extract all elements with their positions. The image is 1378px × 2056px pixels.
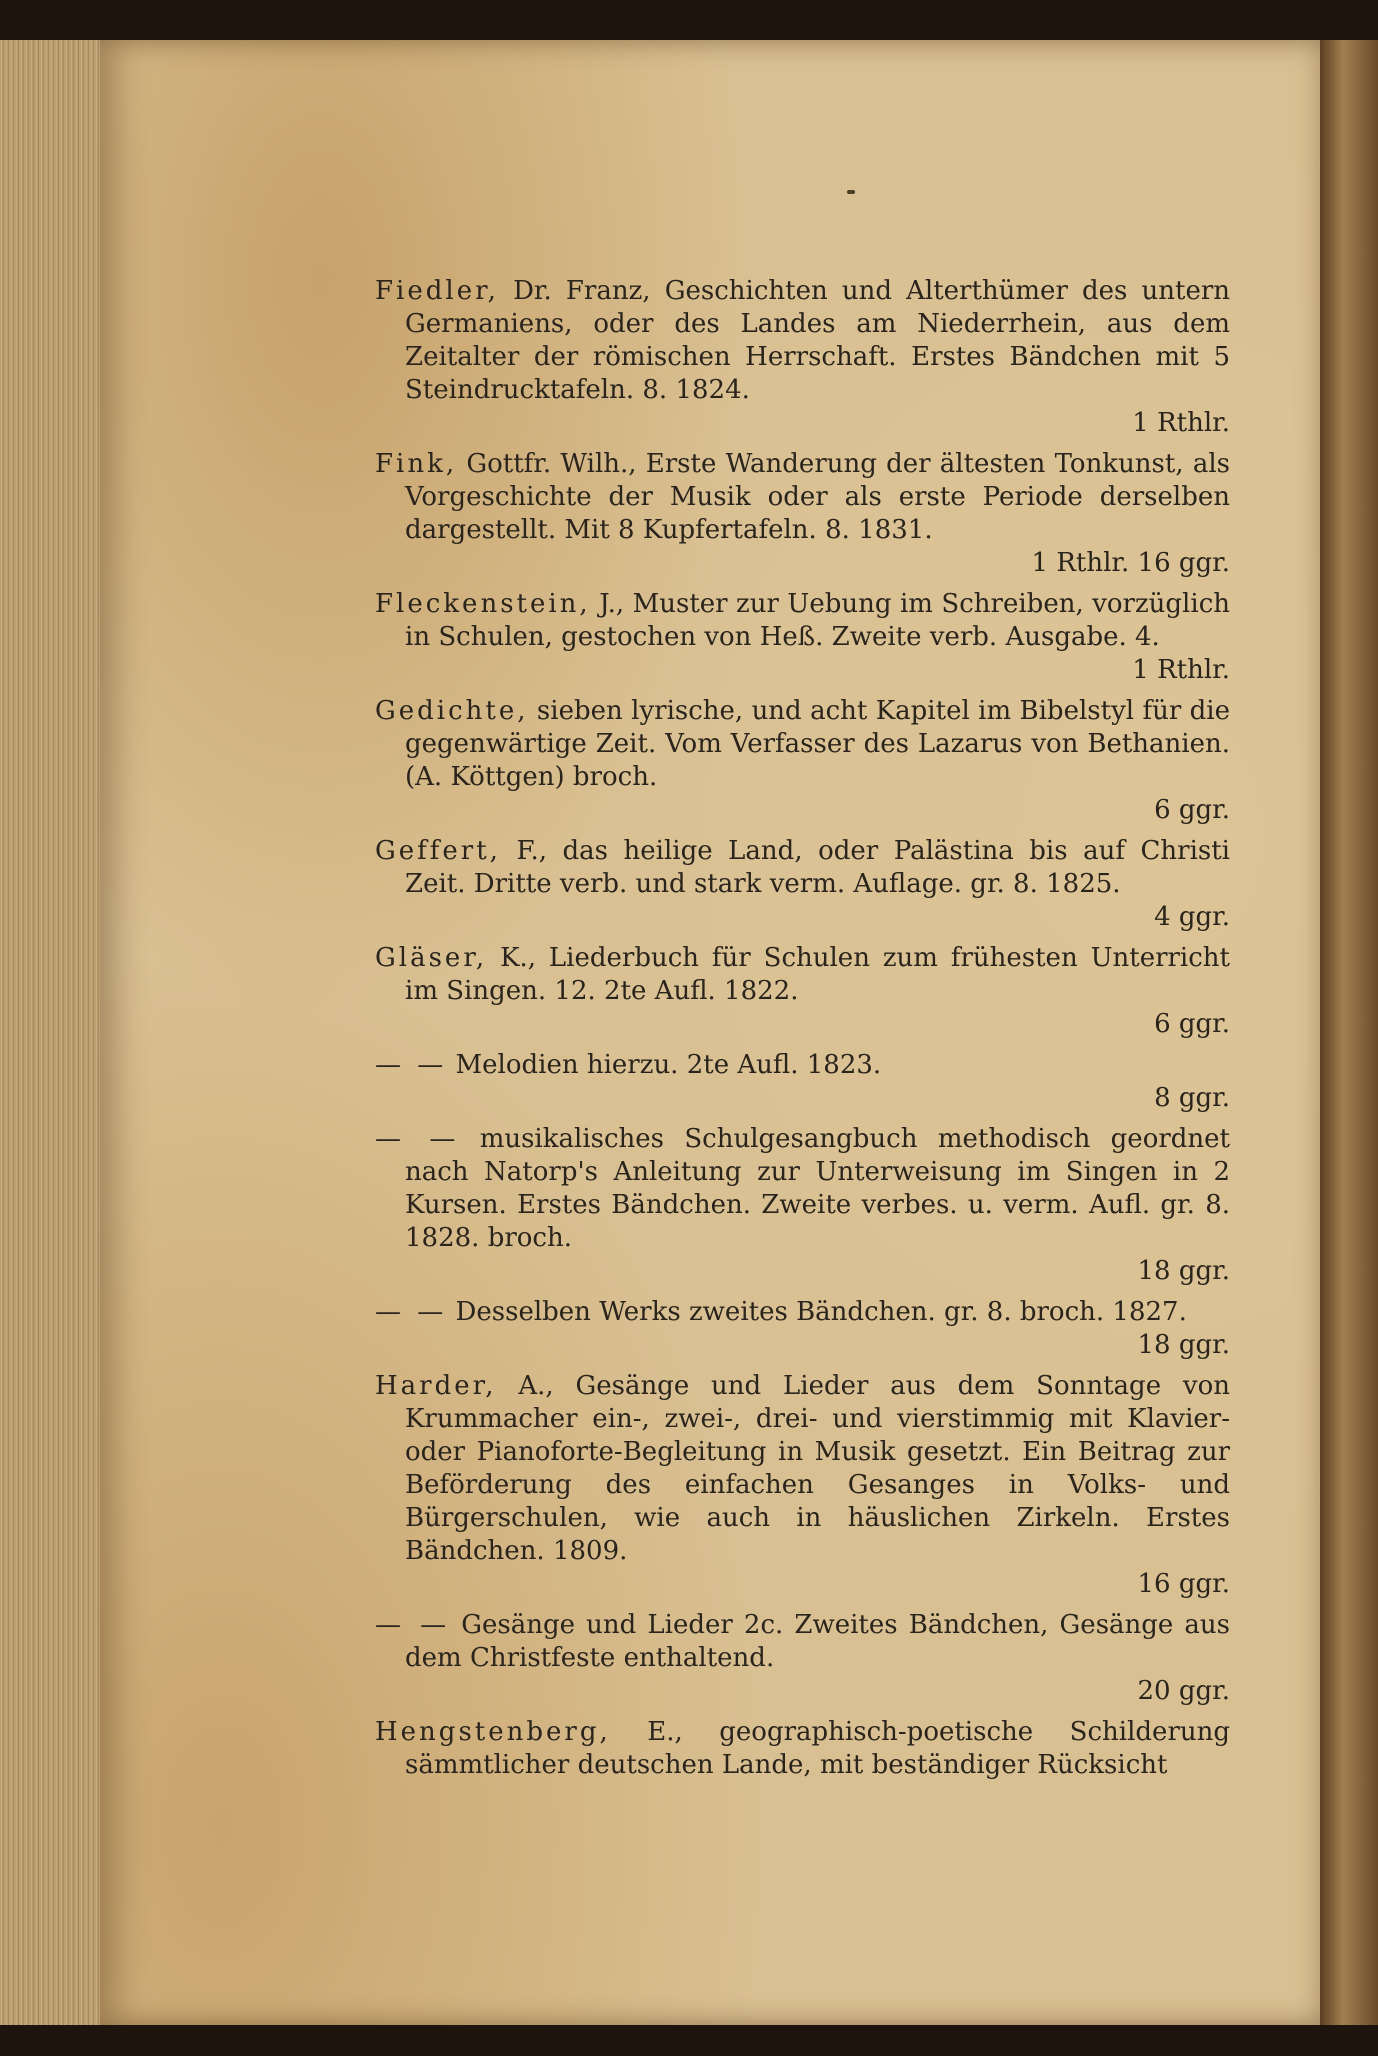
entry-text: J., Muster zur Uebung im Schreiben, vorzüglich in Schulen, gestochen von Heß. Zweite verb. Ausgabe. 4.	[405, 589, 1230, 652]
entry-author: Fiedler,	[375, 276, 499, 306]
entry-text: Dr. Franz, Geschichten und Alterthümer des untern Germaniens, oder des Landes am Niederrhein, aus dem Zeitalter der römischen Herrschaft. Erstes Bändchen mit 5 Steindrucktafeln. 8. 1824.	[405, 276, 1231, 405]
catalog-entry	[375, 835, 1230, 934]
catalog-entry	[375, 1609, 1230, 1708]
entry-text: A., Gesänge und Lieder aus dem Sonntage von Krummacher ein-, zwei-, drei- und vierstimmig mit Klavier- oder Pianoforte-Begleitung in Musik gesetzt. Ein Beitrag zur Beförderung des einfachen Gesanges in Volks- und Bürgerschulen, wie auch in häuslichen Zirkeln. Erstes Bändchen. 1809.	[405, 1371, 1230, 1566]
ink-mark	[847, 190, 855, 194]
entry-text: F., das heilige Land, oder Palästina bis auf Christi Zeit. Dritte verb. und stark verm. Auflage. gr. 8. 1825.	[405, 836, 1231, 899]
entry-author: — —	[375, 1610, 451, 1640]
entry-text: musikalisches Schulgesangbuch methodisch geordnet nach Natorp's Anleitung zur Unterweisung im Singen in 2 Kursen. Erstes Bändchen. Zweite verbes. u. verm. Aufl. gr. 8. 1828. broch.	[405, 1124, 1230, 1253]
entry-price: 18 ggr.	[1137, 1256, 1230, 1286]
catalog-entry	[375, 1370, 1230, 1601]
entry-author: Harder,	[375, 1371, 497, 1401]
catalog-entry	[375, 695, 1230, 827]
entry-author: — —	[375, 1297, 448, 1327]
catalog-text	[375, 275, 1230, 1790]
entry-price: 16 ggr.	[1137, 1569, 1230, 1599]
entry-text: K., Liederbuch für Schulen zum frühesten Unterricht im Singen. 12. 2te Aufl. 1822.	[405, 943, 1231, 1006]
catalog-entry	[375, 1296, 1230, 1362]
entry-text: E., geographisch-poetische Schilderung sämmtlicher deutschen Lande, mit beständiger Rücksicht	[405, 1717, 1231, 1780]
entry-text: sieben lyrische, und acht Kapitel im Bibelstyl für die gegenwärtige Zeit. Vom Verfasser des Lazarus von Bethanien. (A. Köttgen) broch.	[405, 696, 1230, 792]
entry-author: Gläser,	[375, 943, 488, 973]
entry-price: 1 Rthlr.	[1132, 655, 1230, 685]
entry-text: Gesänge und Lieder 2c. Zweites Bändchen, Gesänge aus dem Christfeste enthaltend.	[405, 1610, 1231, 1673]
book-spine	[1320, 40, 1378, 2025]
entry-author: Geffert,	[375, 836, 501, 866]
catalog-entry	[375, 588, 1230, 687]
entry-price: 6 ggr.	[1154, 795, 1230, 825]
entry-price: 1 Rthlr.	[1132, 408, 1230, 438]
entry-author: — —	[375, 1050, 448, 1080]
page-edges	[0, 40, 105, 2025]
entry-price: 4 ggr.	[1154, 902, 1230, 932]
entry-text: Desselben Werks zweites Bändchen. gr. 8. broch. 1827.	[455, 1297, 1187, 1327]
entry-price: 1 Rthlr. 16 ggr.	[1031, 548, 1230, 578]
entry-price: 6 ggr.	[1154, 1009, 1230, 1039]
entry-text: Melodien hierzu. 2te Aufl. 1823.	[455, 1050, 882, 1080]
entry-author: Fleckenstein,	[375, 589, 591, 619]
entry-text: Gottfr. Wilh., Erste Wanderung der ältesten Tonkunst, als Vorgeschichte der Musik oder als erste Periode derselben dargestellt. Mit 8 Kupfertafeln. 8. 1831.	[405, 449, 1230, 545]
entry-price: 18 ggr.	[1137, 1330, 1230, 1360]
entry-author: Fink,	[375, 449, 458, 479]
entry-price: 8 ggr.	[1154, 1083, 1230, 1113]
catalog-entry	[375, 1049, 1230, 1115]
entry-price: 20 ggr.	[1137, 1676, 1230, 1706]
catalog-entry	[375, 448, 1230, 580]
catalog-entry	[375, 275, 1230, 440]
catalog-entry	[375, 1716, 1230, 1782]
entry-author: — —	[375, 1124, 460, 1154]
entry-author: Gedichte,	[375, 696, 529, 726]
entry-author: Hengstenberg,	[375, 1717, 611, 1747]
catalog-entry	[375, 942, 1230, 1041]
catalog-entry	[375, 1123, 1230, 1288]
